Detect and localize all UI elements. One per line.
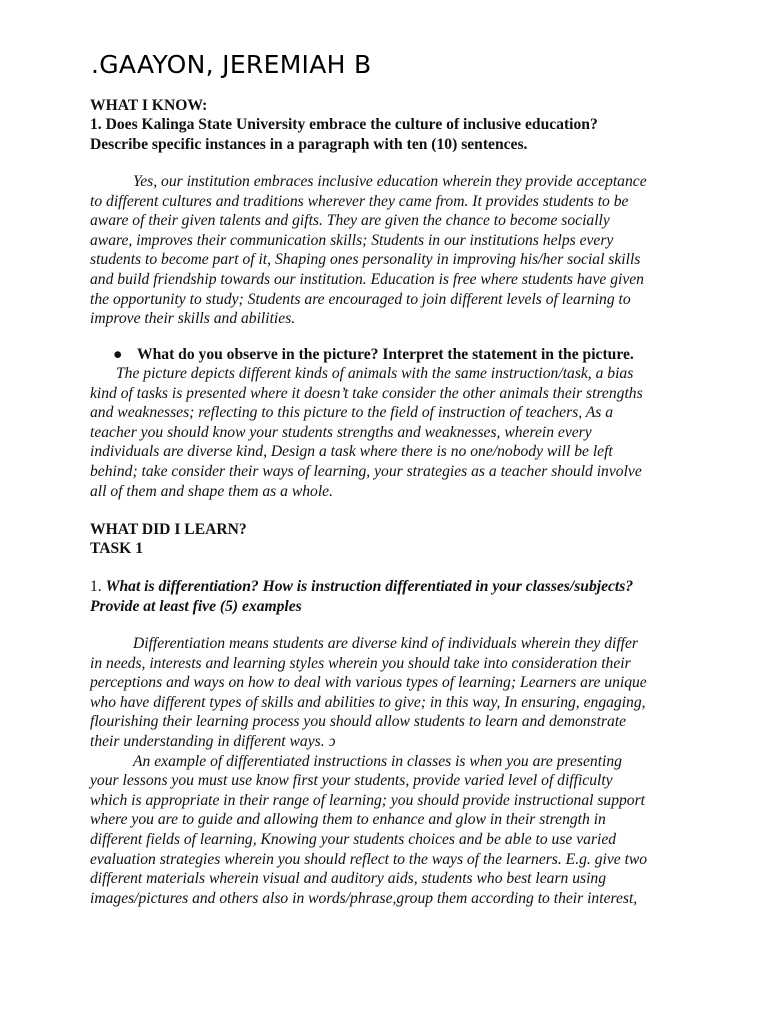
answer-picture xyxy=(90,364,690,501)
answer-line: individuals are diverse kind, Design a task where there is no one/nobody will be left xyxy=(90,443,613,461)
question-picture xyxy=(113,345,703,365)
answer-line: An example of differentiated instructions in classes is when you are presenting xyxy=(133,752,622,770)
question-inclusive-education xyxy=(90,115,690,154)
answer-line: different materials wherein visual and auditory aids, students who best learn using xyxy=(90,870,607,888)
question-text: What is differentiation? How is instruction differentiated in your classes/subjects? xyxy=(105,578,634,595)
answer-line: images/pictures and others also in words/phrase,group them according to their interest, xyxy=(90,889,638,907)
answer-line: who have different types of skills and abilities to give; in this way, In ensuring, engaging, xyxy=(90,693,646,711)
answer-line: the opportunity to study; Students are encouraged to join different levels of learning to xyxy=(90,290,631,308)
answer-line: evaluation strategies wherein you should reflect to the ways of the learners. E.g. give two xyxy=(90,850,648,868)
answer-line: kind of tasks is presented where it doesn’t take consider the other animals their strengths xyxy=(90,384,643,402)
answer-line: aware, improves their communication skills; Students in our institutions helps every xyxy=(90,231,614,249)
author-name: .GAAYON, JEREMIAH B xyxy=(91,50,372,79)
question-line: Provide at least five (5) examples xyxy=(90,597,302,615)
answer-line: improve their skills and abilities. xyxy=(90,310,296,328)
answer-line: all of them and shape them as a whole. xyxy=(90,482,333,500)
answer-line: aware of their given talents and gifts. They are given the chance to become socially xyxy=(90,212,610,230)
answer-line: behind; take consider their ways of learning, your strategies as a teacher should involve xyxy=(90,462,642,480)
task-label: TASK 1 xyxy=(90,540,144,557)
answer-line: where you are to guide and allowing them to enhance and glow in their strength in xyxy=(90,811,606,829)
answer-line: to different cultures and traditions wherever they came from. It provides students to be xyxy=(90,192,629,210)
section-heading-what-did-i-learn: WHAT DID I LEARN? xyxy=(90,521,247,538)
answer-line: Yes, our institution embraces inclusive education wherein they provide acceptance xyxy=(133,173,647,190)
answer-line: your lessons you must use know first your students, provide varied level of difficulty xyxy=(90,772,613,790)
answer-line: their understanding in different ways. ͻ xyxy=(90,732,336,750)
answer-line: which is appropriate in their range of learning; you should provide instructional support xyxy=(90,791,646,809)
question-differentiation xyxy=(90,577,690,616)
answer-line: perceptions and ways on how to deal with various types of learning; Learners are unique xyxy=(90,674,647,692)
answer-line: Differentiation means students are diverse kind of individuals wherein they differ xyxy=(133,635,638,652)
section-heading-what-i-know: WHAT I KNOW: xyxy=(90,97,208,114)
answer-line: teacher you should know your students strengths and weaknesses, wherein every xyxy=(90,423,592,441)
answer-line: different fields of learning, Knowing your students choices and be able to use varied xyxy=(90,830,617,848)
question-line: 1. Does Kalinga State University embrace the culture of inclusive education? xyxy=(90,116,598,133)
question-line: Describe specific instances in a paragraph with ten (10) sentences. xyxy=(90,135,528,153)
answer-inclusive-education xyxy=(90,172,690,329)
answer-line: in needs, interests and learning styles wherein you should take into consideration their xyxy=(90,654,631,672)
answer-line: flourishing their learning process you should allow students to learn and demonstrate xyxy=(90,713,627,731)
question-line xyxy=(90,577,690,597)
answer-line: and build friendship towards our institution. Education is free where students have given xyxy=(90,270,644,288)
question-picture-text: What do you observe in the picture? Interpret the statement in the picture. xyxy=(137,346,634,363)
answer-differentiation xyxy=(90,634,690,908)
bullet-icon: ● xyxy=(113,346,123,363)
answer-line: students to become part of it, Shaping ones personality in improving his/her social skills xyxy=(90,251,641,269)
question-number: 1. xyxy=(90,578,102,595)
answer-line: The picture depicts different kinds of animals with the same instruction/task, a bias xyxy=(116,365,634,382)
answer-line: and weaknesses; reflecting to this picture to the field of instruction of teachers, As a xyxy=(90,404,614,422)
